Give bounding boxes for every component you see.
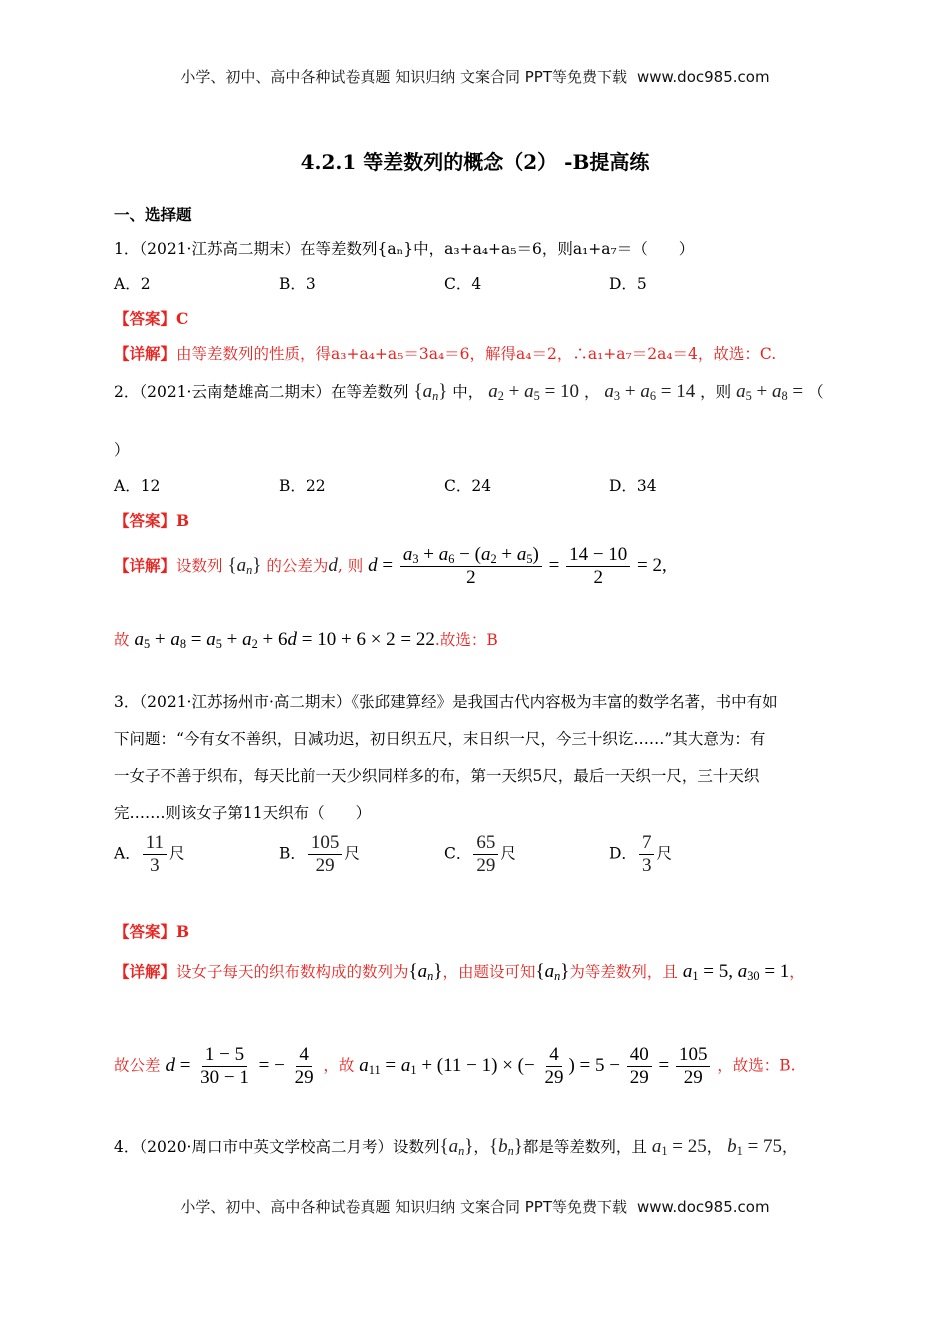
q3-option-d [609, 832, 672, 877]
q1-option-a: A．2 [114, 275, 151, 293]
q2-detail-seq: $\{a_n\}$ [227, 554, 262, 577]
q2-stem-part: ，则 [700, 383, 732, 401]
q3-detail-label: 【详解】 [114, 962, 177, 981]
q3-line-2: 下问题：“今有女不善织，日减功迟，初日织五尺，末日织一尺，今三十织讫……”其大意为：有 [114, 730, 766, 748]
q3-option-unit: 尺 [656, 844, 672, 863]
q3-option-a [114, 832, 185, 877]
q2-detail-d: d [328, 554, 338, 576]
q4-seq-bn: $\{b_n\}$ [488, 1136, 523, 1159]
q3-line-3: 一女子不善于织布，每天比前一天少织同样多的布，第一天织5尺，最后一天织一尺，三十天织 [114, 767, 760, 785]
q3-detail2 [114, 1044, 796, 1089]
q2-detail-part: , 则 [337, 556, 364, 575]
q3-option-label: A． [114, 844, 141, 863]
q3-detail-cond: $a_1 = 5$, $a_{30} = 1$ [682, 961, 790, 984]
q1-option-b: B．3 [279, 275, 316, 293]
footer-text: 小学、初中、高中各种试卷真题 知识归纳 文案合同 PPT等免费下载 [180, 1198, 627, 1216]
q2-detail [114, 544, 667, 589]
q2-detail2 [114, 628, 498, 652]
q2-eq3: $a_5 + a_8$ = [736, 381, 804, 404]
q2-option-b: B．22 [279, 477, 326, 495]
q2-eq2: $a_3 + a_6 = 14$ [604, 381, 696, 404]
q4-eq2: $b_1 = 75$ [727, 1136, 783, 1159]
q3-detail2-part: ，故 [323, 1056, 355, 1075]
q3-option-unit: 尺 [344, 844, 360, 863]
q4-eq1: $a_1 = 25$ [651, 1136, 707, 1159]
q3-option-den: 3 [150, 854, 160, 876]
q3-detail-part: ，由题设可知 [442, 963, 536, 981]
q2-stem-part: ， [583, 383, 600, 401]
q3-detail2-part: 故公差 [114, 1056, 161, 1075]
q2-answer: 【答案】B [114, 511, 190, 530]
q2-detail-formula: d = $\frac{a_3 + a_6 - (a_2 + a_5)}{2}$ = $\frac{14 - 10}{2}$ = 2, [368, 544, 667, 589]
q3-option-num: 105 [308, 832, 343, 855]
q1-option-c: C．4 [444, 275, 482, 293]
q2-stem-part: （ [808, 383, 824, 401]
q2-detail-part: 的公差为 [266, 556, 329, 575]
q4-stem-part: ， [782, 1138, 798, 1156]
q3-detail-seq2: $\{a_n\}$ [535, 961, 570, 984]
q3-option-den: 3 [641, 854, 652, 876]
q1-stem: 1．（2021·江苏高二期末）在等差数列{aₙ}中，a₃+a₄+a₅＝6，则a₁+a₇＝（ ） [114, 240, 695, 258]
q3-option-label: B． [279, 844, 306, 863]
q3-option-unit: 尺 [500, 844, 516, 863]
page-title: 4.2.1 等差数列的概念（2） -B提高练 [300, 150, 650, 174]
q4-stem-part: 4．（2020·周口市中英文学校高二月考）设数列 [114, 1138, 440, 1156]
q3-line-4: 完…….则该女子第11天织布（ ） [114, 804, 372, 822]
q3-option-num: 65 [473, 832, 498, 855]
q3-option-b [279, 832, 360, 877]
q3-option-unit: 尺 [169, 844, 185, 863]
q3-detail-part: 设女子每天的织布数构成的数列为 [176, 963, 409, 981]
q3-option-num: 7 [639, 832, 655, 855]
q1-detail-label: 【详解】 [114, 344, 177, 363]
q4-stem [114, 1135, 798, 1159]
q2-stem-cont: ） [114, 441, 130, 459]
q3-detail [114, 960, 805, 984]
q3-answer: 【答案】B [114, 922, 190, 941]
page-footer [0, 1196, 950, 1217]
q4-stem-part: 都是等差数列，且 [522, 1138, 647, 1156]
q2-option-c: C．24 [444, 477, 492, 495]
q4-seq-an: $\{a_n\}$ [439, 1136, 474, 1159]
q3-option-c [444, 832, 516, 877]
q4-stem-part: ， [706, 1138, 723, 1156]
header-url[interactable]: www.doc985.com [636, 68, 770, 86]
q2-detail-label: 【详解】 [114, 555, 177, 575]
q3-option-label: D． [609, 844, 637, 863]
header-text: 小学、初中、高中各种试卷真题 知识归纳 文案合同 PPT等免费下载 [180, 68, 627, 86]
q2-stem [114, 380, 824, 404]
q3-option-label: C． [444, 844, 472, 863]
q2-detail2-part: .故选：B [434, 631, 498, 649]
q1-detail [114, 342, 776, 364]
q1-detail-text: 由等差数列的性质，得a₃+a₄+a₅＝3a₄＝6，解得a₄＝2，∴a₁+a₇＝2a₄＝4，故选：C. [176, 345, 777, 363]
q3-detail-part: ， [789, 963, 805, 981]
q2-option-d: D．34 [609, 477, 657, 495]
section-heading: 一、选择题 [114, 205, 192, 224]
q3-option-num: 11 [143, 832, 167, 855]
q3-line-1: 3．（2021·江苏扬州市·高二期末）《张邱建算经》是我国古代内容极为丰富的数学名著，书中有如 [114, 693, 778, 711]
q2-eq1: $a_2 + a_5 = 10$ [488, 381, 580, 404]
q3-option-den: 29 [315, 854, 335, 876]
q3-detail-part: 为等差数列，且 [569, 963, 678, 981]
q3-detail2-formula1: d = $\frac{1 - 5}{30 - 1}$ = − $\frac{4}{29}$ [165, 1044, 314, 1088]
page-header [0, 66, 950, 87]
q3-detail2-formula2: $a_{11} = a_1 + (11 - 1)$ × (− $\frac{4}{29}$ ) = 5 − $\frac{40}{29}$ = $\frac{105}{29}$ [359, 1055, 717, 1076]
q2-stem-part: 2．（2021·云南楚雄高二期末）在等差数列 [114, 383, 409, 401]
footer-url[interactable]: www.doc985.com [636, 1198, 770, 1216]
q4-stem-part: ， [473, 1138, 489, 1156]
q2-option-a: A．12 [114, 477, 161, 495]
q1-option-d: D．5 [609, 275, 647, 293]
q2-detail2-part: 故 [114, 631, 130, 649]
q1-answer: 【答案】C [114, 309, 189, 328]
q3-detail2-part: ，故选：B. [717, 1056, 796, 1075]
q3-option-den: 29 [476, 854, 496, 876]
q2-seq-an: $\{a_n\}$ [413, 381, 448, 404]
q2-detail-part: 设数列 [176, 556, 223, 575]
q2-stem-part: 中， [452, 383, 484, 401]
q3-detail-seq: $\{a_n\}$ [408, 961, 443, 984]
q2-detail2-formula: $a_5 + a_8 = a_5 + a_2 + 6d = 10 + 6 \times 2 = 22$ [134, 629, 435, 652]
